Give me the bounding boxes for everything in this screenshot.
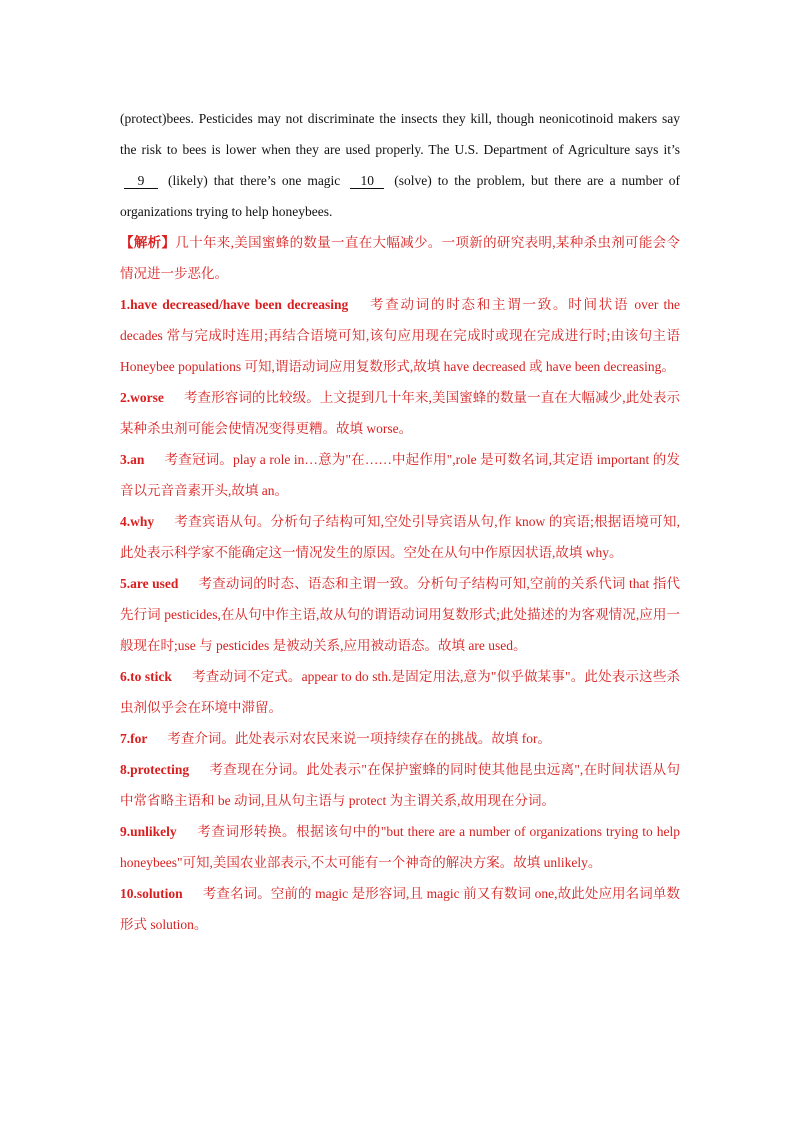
explanation-text: 考查词形转换。根据该句中的"but there are a number of organizations trying to help honeybees"可知,美国农业部表示,不太可能有一个神奇的解决方案。故填 unlikely。 bbox=[120, 824, 680, 870]
explanation-text: 考查名词。空前的 magic 是形容词,且 magic 前又有数词 one,故此处应用名词单数形式 solution。 bbox=[120, 886, 680, 932]
analysis-item-5 bbox=[120, 568, 680, 661]
answer-label: 9.unlikely bbox=[120, 824, 177, 839]
explanation-text: 考查动词不定式。appear to do sth.是固定用法,意为"似乎做某事"。此处表示这些杀虫剂似乎会在环境中滞留。 bbox=[120, 669, 681, 715]
analysis-header: 【解析】 bbox=[120, 235, 176, 250]
explanation-text: 考查介词。此处表示对农民来说一项持续存在的挑战。故填 for。 bbox=[167, 731, 551, 746]
passage-text: (protect)bees. Pesticides may not discriminate the insects they kill, though neonicotinoid makers say the risk to bees is lower when they are used properly. The U.S. Department of Agriculture says it’s bbox=[120, 111, 680, 157]
analysis-item-4 bbox=[120, 506, 680, 568]
analysis-item-3 bbox=[120, 444, 680, 506]
passage-text: (likely) that there’s one magic bbox=[167, 173, 341, 188]
passage-paragraph bbox=[120, 103, 680, 227]
explanation-text: 考查形容词的比较级。上文提到几十年来,美国蜜蜂的数量一直在大幅减少,此处表示某种杀虫剂可能会使情况变得更糟。故填 worse。 bbox=[120, 390, 680, 436]
analysis-item-1 bbox=[120, 289, 680, 382]
analysis-item-2 bbox=[120, 382, 680, 444]
answer-label: 2.worse bbox=[120, 390, 164, 405]
analysis-item-10 bbox=[120, 878, 680, 940]
answer-label: 3.an bbox=[120, 452, 145, 467]
explanation-text: 考查动词的时态和主谓一致。时间状语 over the decades 常与完成时连用;再结合语境可知,该句应用现在完成时或现在完成进行时;由该句主语 Honeybee populations 可知,谓语动词应用复数形式,故填 have decreased 或 have been decreasing。 bbox=[120, 297, 681, 374]
explanation-text: 考查现在分词。此处表示"在保护蜜蜂的同时使其他昆虫远离",在时间状语从句中常省略主语和 be 动词,且从句主语与 protect 为主谓关系,故用现在分词。 bbox=[120, 762, 680, 808]
answer-label: 4.why bbox=[120, 514, 155, 529]
analysis-intro-text: 几十年来,美国蜜蜂的数量一直在大幅减少。一项新的研究表明,某种杀虫剂可能会令情况进一步恶化。 bbox=[120, 235, 681, 281]
explanation-text: 考查冠词。play a role in…意为"在……中起作用",role 是可数名词,其定语 important 的发音以元音音素开头,故填 an。 bbox=[120, 452, 680, 498]
blank-9: 9 bbox=[124, 173, 158, 189]
answer-label: 7.for bbox=[120, 731, 148, 746]
answer-label: 6.to stick bbox=[120, 669, 172, 684]
passage-text: (solve) to the problem, but there are a number of organizations trying to help honeybees. bbox=[120, 173, 681, 219]
explanation-text: 考查动词的时态、语态和主谓一致。分析句子结构可知,空前的关系代词 that 指代先行词 pesticides,在从句中作主语,故从句的谓语动词用复数形式;此处描述的为客观情况,应用一般现在时;use 与 pesticides 是被动关系,应用被动语态。故填 are used。 bbox=[120, 576, 680, 653]
explanation-text: 考查宾语从句。分析句子结构可知,空处引导宾语从句,作 know 的宾语;根据语境可知,此处表示科学家不能确定这一情况发生的原因。空处在从句中作原因状语,故填 why。 bbox=[120, 514, 680, 560]
blank-10: 10 bbox=[350, 173, 384, 189]
analysis-item-9 bbox=[120, 816, 680, 878]
answer-label: 1.have decreased/have been decreasing bbox=[120, 297, 349, 312]
answer-label: 8.protecting bbox=[120, 762, 190, 777]
page-content bbox=[120, 103, 680, 940]
analysis-item-6 bbox=[120, 661, 680, 723]
analysis-item-7 bbox=[120, 723, 680, 754]
analysis-item-8 bbox=[120, 754, 680, 816]
answer-label: 5.are used bbox=[120, 576, 179, 591]
answer-label: 10.solution bbox=[120, 886, 183, 901]
analysis-intro bbox=[120, 227, 680, 289]
